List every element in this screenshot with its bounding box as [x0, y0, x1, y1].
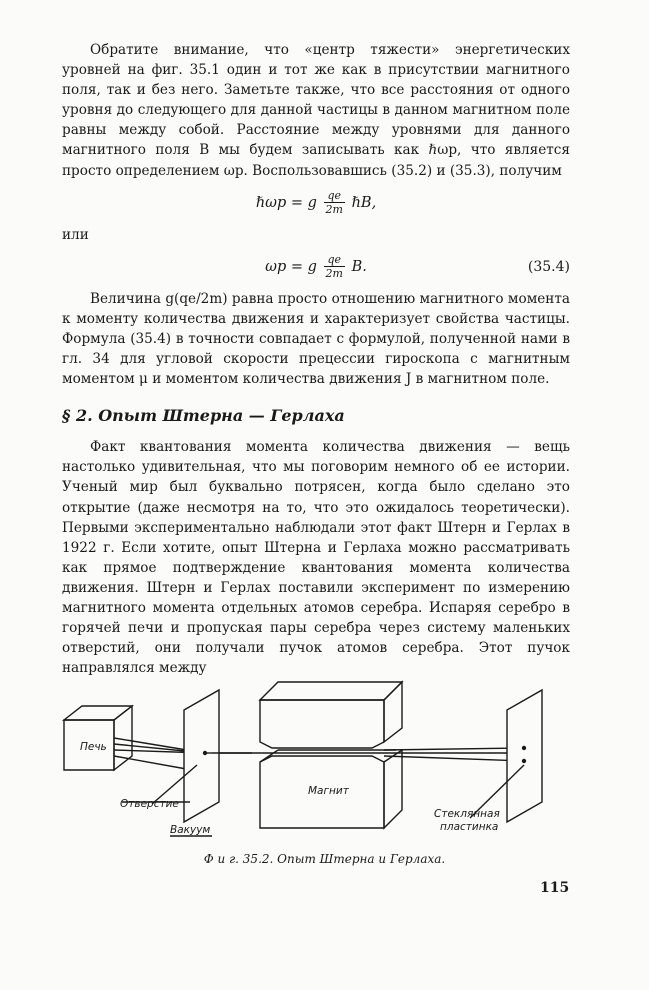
formula-1-numerator: qe [324, 189, 345, 203]
figure-caption: Ф и г. 35.2. Опыт Штерна и Герлаха. [203, 852, 446, 866]
glass-plate [507, 690, 542, 822]
label-magnet: Магнит [308, 785, 349, 797]
formula-2-numerator: qe [324, 253, 345, 267]
magnet-top-pole [260, 682, 402, 748]
formula-2-fraction [324, 253, 345, 280]
figure-stern-gerlach [62, 670, 572, 855]
label-glass-line1: Стеклянная [434, 808, 500, 820]
label-glass-line2: пластинка [440, 821, 499, 833]
oven-box [64, 706, 132, 770]
formula-1 [62, 181, 570, 225]
page-body [62, 40, 570, 678]
word-or: или [62, 226, 89, 243]
formula-2-denominator: 2m [325, 267, 343, 281]
formula-1-denominator: 2m [325, 203, 343, 217]
formula-1-lhs: ℏωp = g [255, 194, 317, 211]
paragraph-3: Факт квантования момента количества движения — вещь настолько удивительная, что мы поговорим немного об ее истории. Ученый мир был буквально потрясен, когда было сделано это открытие (даже несмотря на то, что это ожидалось теоретически). Первыми экспериментально наблюдали этот факт Штерн и Герлах в 1922 г. Если хотите, опыт Штерна и Герлаха можно рассматривать как прямое подтверждение квантования момента количества движения. Штерн и Герлах поставили эксперимент по измерению магнитного момента отдельных атомов серебра. Испаряя серебро в горячей печи и пропуская пары серебра через систему маленьких отверстий, они получали пучок атомов серебра. Этот пучок направлялся между [62, 439, 570, 677]
label-vacuum: Вакуум [170, 824, 211, 836]
formula-1-rhs: ℏB, [351, 194, 377, 211]
paragraph-2: Величина g(qe/2m) равна просто отношению магнитного момента к моменту количества движения и характеризует свойства частицы. Формула (35.4) в точности совпадает с формулой, полученной нами в гл. 34 для угловой скорости прецессии гироскопа с магнитным моментом μ и моментом количества движения J в магнитном поле. [62, 290, 570, 388]
equation-number: (35.4) [527, 258, 570, 275]
formula-2-lhs: ωp = g [265, 258, 317, 275]
label-aperture: Отверстие [120, 798, 179, 810]
page-number: 115 [540, 880, 570, 896]
label-oven: Печь [80, 741, 107, 753]
formula-1-fraction [324, 189, 345, 216]
section-title: § 2. Опыт Штерна — Герлаха [62, 406, 345, 426]
formula-2-rhs: B. [351, 258, 367, 275]
formula-2 [62, 245, 570, 289]
figure-diagram [62, 670, 572, 855]
paragraph-1: Обратите внимание, что «центр тяжести» энергетических уровней на фиг. 35.1 один и тот же как в присутствии магнитного поля, так и без него. Заметьте также, что все расстояния от одного уровня до следующего для данной частицы в данном магнитном поле равны между собой. Расстояние между уровнями для данного магнитного поля B мы будем записывать как ℏωp, что является просто определением ωp. Воспользовавшись (35.2) и (35.3), получим [62, 42, 570, 179]
